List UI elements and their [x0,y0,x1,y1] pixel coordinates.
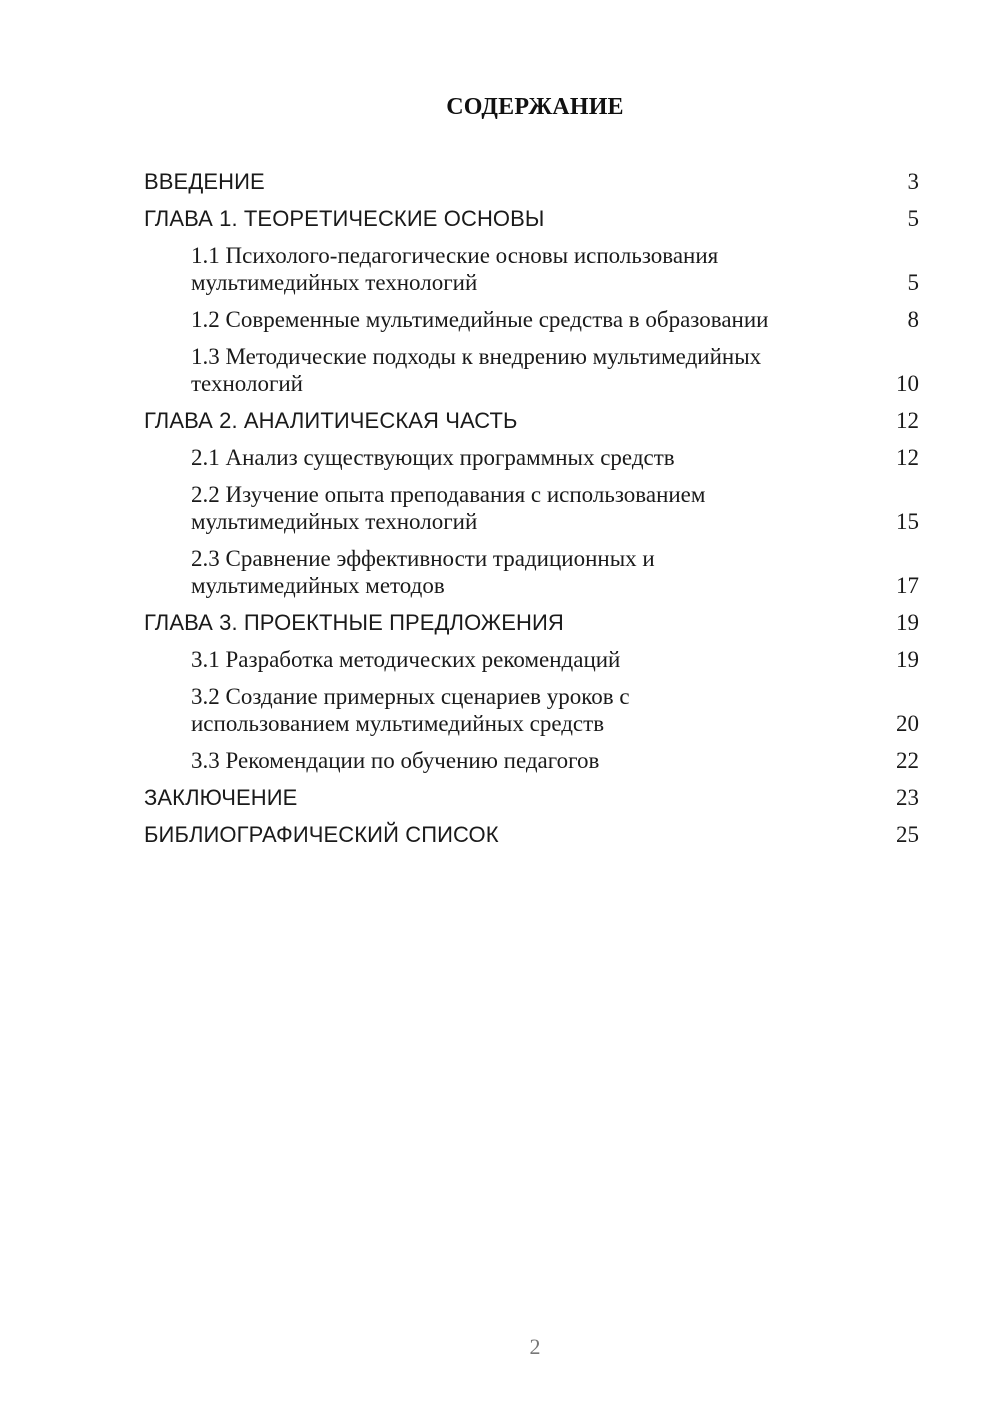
toc-entry-page: 12 [896,408,919,433]
toc-entry-title: 2.1 Анализ существующих программных средств [191,445,675,470]
toc-entry-title: БИБЛИОГРАФИЧЕСКИЙ СПИСОК [144,822,499,847]
toc-entry-title: ВВЕДЕНИЕ [144,169,265,194]
toc-section-entry [144,444,919,471]
toc-entry-page: 15 [896,509,919,534]
toc-entry-title: 2.3 Сравнение эффективности традиционных и мультимедийных методов [191,546,655,598]
toc-entry-title: 3.1 Разработка методических рекомендаций [191,647,621,672]
toc-entry-page: 20 [896,711,919,736]
toc-chapter-entry [144,168,919,195]
toc-section-entry [144,306,919,333]
toc-chapter-entry [144,821,919,848]
toc-entry-title: ГЛАВА 2. АНАЛИТИЧЕСКАЯ ЧАСТЬ [144,408,518,433]
toc-entry-title: 1.3 Методические подходы к внедрению мультимедийных технологий [191,344,762,396]
toc-entry-page: 12 [896,445,919,470]
toc-entry-title: ЗАКЛЮЧЕНИЕ [144,785,298,810]
toc-entry-title: ГЛАВА 1. ТЕОРЕТИЧЕСКИЕ ОСНОВЫ [144,206,545,231]
toc-entry-page: 25 [896,822,919,847]
toc-entry-page: 8 [907,307,919,332]
table-of-contents [144,168,919,858]
toc-chapter-entry [144,407,919,434]
toc-section-entry [144,545,919,599]
toc-chapter-entry [144,784,919,811]
toc-entry-page: 23 [896,785,919,810]
page-number: 2 [529,1334,541,1359]
toc-entry-page: 5 [907,270,919,295]
toc-section-entry [144,747,919,774]
toc-entry-title: 3.2 Создание примерных сценариев уроков с использованием мультимедийных средств [191,684,630,736]
toc-entry-page: 17 [896,573,919,598]
toc-entry-title: 1.1 Психолого-педагогические основы использования мультимедийных технологий [191,243,719,295]
toc-entry-title: 2.2 Изучение опыта преподавания с использованием мультимедийных технологий [191,482,706,534]
toc-entry-page: 19 [896,610,919,635]
toc-entry-page: 5 [907,206,919,231]
toc-chapter-entry [144,609,919,636]
page-title: СОДЕРЖАНИЕ [446,94,624,120]
toc-entry-title: 1.2 Современные мультимедийные средства в образовании [191,307,769,332]
toc-entry-page: 3 [907,169,919,194]
toc-section-entry [144,646,919,673]
toc-section-entry [144,242,919,296]
toc-section-entry [144,481,919,535]
toc-section-entry [144,683,919,737]
toc-entry-page: 19 [896,647,919,672]
toc-entry-title: ГЛАВА 3. ПРОЕКТНЫЕ ПРЕДЛОЖЕНИЯ [144,610,564,635]
toc-entry-page: 22 [896,748,919,773]
toc-section-entry [144,343,919,397]
toc-chapter-entry [144,205,919,232]
toc-entry-title: 3.3 Рекомендации по обучению педагогов [191,748,600,773]
toc-entry-page: 10 [896,371,919,396]
